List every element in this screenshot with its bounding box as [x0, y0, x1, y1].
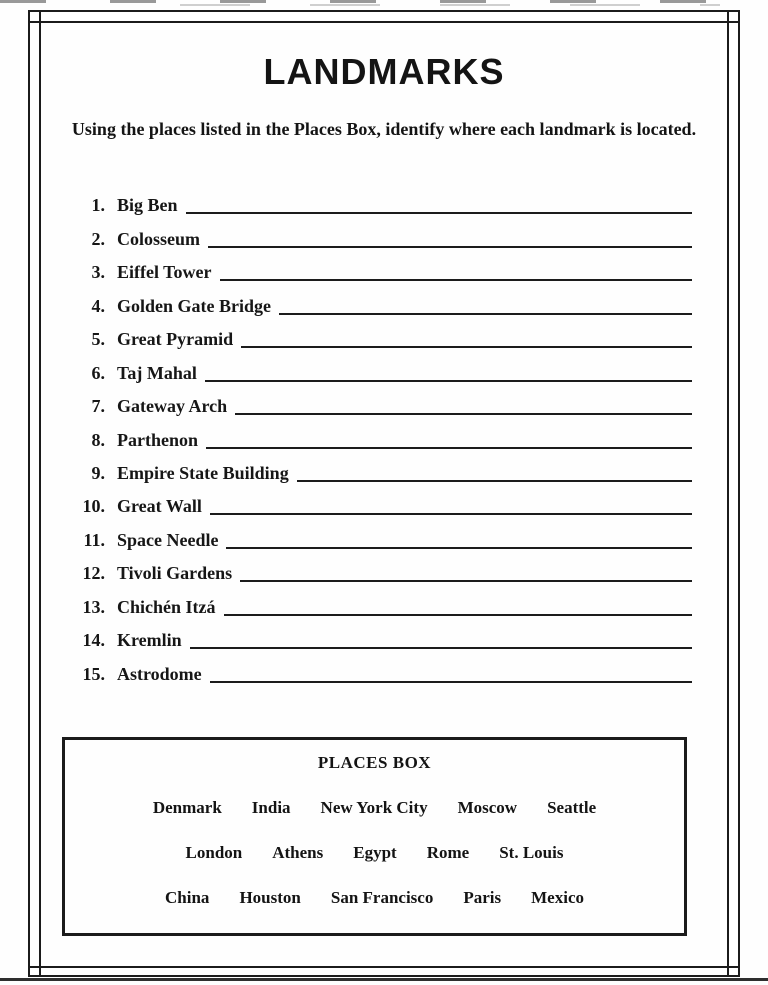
places-row	[65, 798, 684, 818]
answer-line	[210, 513, 692, 515]
item-label: Taj Mahal	[117, 362, 197, 383]
place-option: Egypt	[353, 843, 397, 862]
item-label: Golden Gate Bridge	[117, 295, 271, 316]
page-title: LANDMARKS	[263, 51, 505, 92]
list-item	[62, 283, 692, 316]
item-number: 14.	[82, 630, 105, 651]
item-number: 7.	[91, 396, 105, 417]
place-option: Moscow	[457, 798, 518, 817]
place-option: Athens	[272, 843, 324, 862]
place-option: Denmark	[152, 798, 222, 817]
scan-artifact-top	[0, 0, 768, 3]
item-label: Great Pyramid	[117, 329, 234, 350]
place-option: Mexico	[531, 888, 584, 907]
list-item	[62, 584, 692, 617]
page-border-line	[738, 10, 740, 977]
place-option: Paris	[463, 888, 502, 907]
answer-line	[220, 279, 693, 281]
item-label: Astrodome	[117, 663, 202, 684]
scan-artifact-bottom	[0, 978, 768, 981]
item-label: Great Wall	[117, 496, 202, 517]
list-item	[62, 183, 692, 216]
instructions: Using the places listed in the Places Box, identify where each landmark is located.	[71, 119, 697, 139]
answer-line	[208, 246, 692, 248]
landmark-list	[62, 183, 692, 685]
page-border-line	[28, 10, 30, 977]
item-label: Space Needle	[117, 529, 219, 550]
item-number: 3.	[91, 262, 105, 283]
item-number: 9.	[91, 462, 105, 483]
answer-line	[205, 380, 692, 382]
list-item	[62, 651, 692, 684]
item-label: Eiffel Tower	[117, 262, 212, 283]
scan-artifact-top	[120, 4, 720, 6]
place-option: Rome	[426, 843, 470, 862]
answer-line	[226, 547, 692, 549]
list-item	[62, 451, 692, 484]
places-box	[62, 737, 687, 936]
place-option: India	[251, 798, 291, 817]
place-option: London	[185, 843, 243, 862]
list-item	[62, 317, 692, 350]
item-label: Tivoli Gardens	[117, 563, 233, 584]
answer-line	[224, 614, 693, 616]
place-option: St. Louis	[499, 843, 564, 862]
answer-line	[279, 313, 692, 315]
answer-line	[297, 480, 692, 482]
page-border-line	[39, 10, 41, 977]
page-border-line	[28, 21, 740, 23]
list-item	[62, 216, 692, 249]
item-number: 13.	[82, 596, 105, 617]
page-border-line	[28, 975, 740, 977]
answer-line	[235, 413, 692, 415]
page-border-line	[28, 10, 740, 12]
place-option: China	[165, 888, 210, 907]
places-row	[65, 843, 684, 863]
place-option: Houston	[239, 888, 301, 907]
item-number: 5.	[91, 329, 105, 350]
item-number: 11.	[83, 529, 105, 550]
item-number: 10.	[82, 496, 105, 517]
list-item	[62, 517, 692, 550]
item-label: Chichén Itzá	[117, 596, 216, 617]
place-option: Seattle	[547, 798, 597, 817]
list-item	[62, 484, 692, 517]
list-item	[62, 250, 692, 283]
item-label: Kremlin	[117, 630, 182, 651]
item-number: 1.	[91, 195, 105, 216]
item-label: Colosseum	[117, 228, 201, 249]
answer-line	[210, 681, 692, 683]
answer-line	[241, 346, 692, 348]
item-number: 8.	[91, 429, 105, 450]
places-box-title: PLACES BOX	[317, 753, 432, 772]
places-row	[65, 888, 684, 908]
item-label: Empire State Building	[117, 462, 289, 483]
list-item	[62, 350, 692, 383]
item-label: Big Ben	[117, 195, 178, 216]
page-border-line	[727, 10, 729, 977]
answer-line	[186, 212, 692, 214]
list-item	[62, 384, 692, 417]
list-item	[62, 551, 692, 584]
item-number: 2.	[91, 228, 105, 249]
item-label: Gateway Arch	[117, 396, 228, 417]
item-number: 4.	[91, 295, 105, 316]
item-number: 15.	[82, 663, 105, 684]
item-number: 6.	[91, 362, 105, 383]
place-option: New York City	[320, 798, 428, 817]
page-border-line	[28, 966, 740, 968]
answer-line	[240, 580, 692, 582]
item-number: 12.	[82, 563, 105, 584]
place-option: San Francisco	[330, 888, 434, 907]
list-item	[62, 618, 692, 651]
answer-line	[190, 647, 692, 649]
list-item	[62, 417, 692, 450]
item-label: Parthenon	[117, 429, 198, 450]
answer-line	[206, 447, 692, 449]
